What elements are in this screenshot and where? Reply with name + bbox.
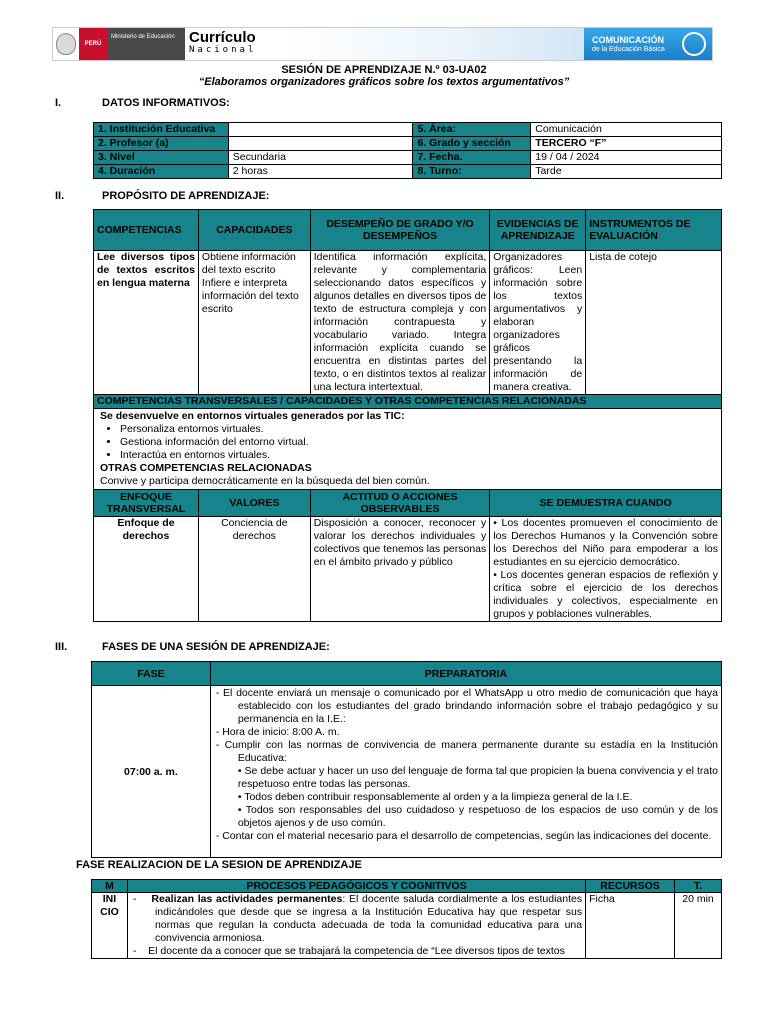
- header-demuestra: SE DEMUESTRA CUANDO: [490, 490, 722, 517]
- demuestra-item-1: • Los docentes promueven el conocimiento de los Derechos Humanos y la Convención sobre los Derechos del Niño para empoderar a los estudiantes en su ejercicio democrático.: [493, 517, 718, 568]
- header-fase: FASE: [92, 662, 211, 686]
- tic-item: • Personaliza entornos virtuales.: [120, 423, 715, 436]
- session-subtitle: “Elaboramos organizadores gráficos sobre los textos argumentativos”: [198, 76, 570, 88]
- tic-item: • Gestiona información del entorno virtual.: [120, 436, 715, 449]
- fase-item: • Todos deben contribuir responsablemente al orden y a la limpieza general de la I.E.: [237, 791, 633, 803]
- datos-value: 19 / 04 / 2024: [531, 151, 722, 165]
- realizacion-table: [91, 879, 722, 959]
- otras-title: OTRAS COMPETENCIAS RELACIONADAS: [100, 462, 312, 474]
- section-2-label: PROPÓSITO DE APRENDIZAJE:: [102, 190, 270, 202]
- proposito-table: [93, 209, 722, 622]
- transversal-header: COMPETENCIAS TRANSVERSALES / CAPACIDADES Y OTRAS COMPETENCIAS RELACIONADAS: [94, 395, 722, 409]
- procesos-cell: [127, 893, 585, 959]
- curriculo-line-1: Currículo: [189, 29, 256, 46]
- curriculo-line-2: Nacional: [189, 45, 257, 55]
- competencia-cell: Lee diversos tipos de textos escritos en lengua materna: [94, 251, 199, 395]
- header-recursos: RECURSOS: [586, 880, 675, 893]
- fase-time: 07:00 a. m.: [92, 686, 211, 858]
- datos-row: [94, 137, 722, 151]
- datos-label: 8. Turno:: [413, 165, 531, 179]
- datos-value: [228, 137, 413, 151]
- curriculo-logo: [185, 28, 285, 60]
- comunicacion-title: COMUNICACIÓN: [592, 34, 664, 45]
- datos-value: Secundaria: [228, 151, 413, 165]
- datos-label: 6. Grado y sección: [413, 137, 531, 151]
- instrumentos-cell: Lista de cotejo: [586, 251, 722, 395]
- datos-label: 4. Duración: [94, 165, 229, 179]
- actitud-cell: Disposición a conocer, reconocer y valorar los derechos individuales y colectivos que tenemos las personas en el ámbito privado y público: [310, 517, 490, 622]
- header-actitud: ACTITUD O ACCIONES OBSERVABLES: [310, 490, 490, 517]
- fases-table: [91, 661, 722, 858]
- datos-label: 2. Profesor (a): [94, 137, 229, 151]
- section-3-label: FASES DE UNA SESIÓN DE APRENDIZAJE:: [102, 641, 330, 653]
- evidencias-cell: Organizadores gráficos: Leen información sobre los textos argumentativos y elaboran organizadores gráficos presentando la información de manera creativa.: [490, 251, 586, 395]
- fase-item: - Contar con el material necesario para el desarrollo de competencias, según las indicaciones del docente.: [215, 830, 712, 842]
- datos-label: 5. Área:: [413, 123, 531, 137]
- datos-label: 3. Nivel: [94, 151, 229, 165]
- realizacion-title: FASE REALIZACION DE LA SESION DE APRENDIZAJE: [76, 859, 362, 871]
- fase-item: - El docente enviará un mensaje o comunicado por el WhatsApp u otro medio de comunicación que haya establecido con los estudiantes del grado brindando información sobre el trabajo pedagógico y su permanencia en la I.E.:: [215, 687, 718, 725]
- header-m: M: [92, 880, 128, 893]
- transversal-cell: [94, 409, 722, 490]
- header-capacidades: CAPACIDADES: [198, 210, 310, 251]
- datos-value: TERCERO “F”: [531, 137, 722, 151]
- header-preparatoria: PREPARATORIA: [210, 662, 721, 686]
- tiempo-cell: 20 min: [675, 893, 722, 959]
- proceso-bold: Realizan las actividades permanentes: [151, 893, 343, 905]
- datos-value: Comunicación: [531, 123, 722, 137]
- banner-decoration: [285, 28, 584, 60]
- datos-row: [94, 123, 722, 137]
- globe-icon: [682, 32, 706, 56]
- section-2-number: II.: [55, 190, 65, 202]
- coat-of-arms-icon: [53, 28, 79, 60]
- section-1-number: I.: [55, 97, 62, 109]
- datos-value: 2 horas: [228, 165, 413, 179]
- section-1-label: DATOS INFORMATIVOS:: [102, 97, 230, 109]
- tic-list: [100, 423, 715, 462]
- datos-label: 7. Fecha.: [413, 151, 531, 165]
- datos-value: Tarde: [531, 165, 722, 179]
- header-evidencias: EVIDENCIAS DE APRENDIZAJE: [490, 210, 586, 251]
- desempeno-cell: Identifica información explícita, relevante y complementaria seleccionando datos específicos y algunos detalles en diversos tipos de texto de estructura compleja y con información contrapuesta y vocabulario variado. Integra información explícita cuando se encuentra en distintas partes del texto, o en distintos textos al realizar una lectura intertextual.: [310, 251, 490, 395]
- valores-cell: Conciencia de derechos: [198, 517, 310, 622]
- proceso-text: El docente da a conocer que se trabajará la competencia de “Lee diversos tipos de textos: [148, 945, 565, 957]
- proceso-item: - Realizan las actividades permanentes: El docente saluda cordialmente a los estudiantes indicándoles que desde que se ingresa a la Institución Educativa hay que respetar sus normas que regulan la conducta adecuada de toda la comunidad educativa para una convivencia armoniosa.: [132, 893, 583, 944]
- fase-item: • Todos son responsables del uso cuidadoso y respetuoso de los espacios de uso común y de los objetos ajenos y de uso común.: [237, 804, 718, 829]
- datos-value: [228, 123, 413, 137]
- proceso-text: : El docente saluda cordialmente a los estudiantes indicándoles que desde que se ingresa a la Institución Educativa hay que respetar sus normas que regulan la conducta adecuada de toda la comunidad educativa para una convivencia armoniosa.: [154, 893, 583, 944]
- fase-item: - Hora de inicio: 8:00 A. m.: [215, 726, 340, 738]
- ministry-label: Ministerio de Educación: [107, 28, 185, 60]
- peru-label: PERÚ: [79, 28, 107, 60]
- section-3-number: III.: [55, 641, 68, 653]
- momento-inicio: INI CIO: [92, 893, 128, 959]
- demuestra-item-2: • Los docentes generan espacios de reflexión y crítica sobre el ejercicio de los derechos individuales y colectivos, especialmente en grupos y poblaciones vulnerables.: [493, 569, 718, 620]
- header-procesos: PROCESOS PEDAGÓGICOS Y COGNITIVOS: [127, 880, 585, 893]
- session-title: SESIÓN DE APRENDIZAJE N.º 03-UA02: [281, 64, 487, 76]
- tic-title: Se desenvuelve en entornos virtuales generados por las TIC:: [100, 410, 405, 422]
- datos-table: [93, 122, 722, 179]
- header-competencias: COMPETENCIAS: [94, 210, 199, 251]
- fase-item: • Se debe actuar y hacer un uso del lenguaje de forma tal que propicien la buena convivencia y el trato respetuoso entre todas las personas.: [237, 765, 718, 790]
- comunicacion-logo: [584, 28, 712, 60]
- header-valores: VALORES: [198, 490, 310, 517]
- header-desempenos: DESEMPEÑO DE GRADO Y/O DESEMPEÑOS: [310, 210, 490, 251]
- header-banner: [52, 27, 713, 61]
- tic-item: • Interactúa en entornos virtuales.: [120, 449, 715, 462]
- fase-item: - Cumplir con las normas de convivencia de manera permanente durante su estadía en la Institución Educativa:: [215, 739, 718, 764]
- header-enfoque: ENFOQUE TRANSVERSAL: [94, 490, 199, 517]
- datos-row: [94, 151, 722, 165]
- recurso-cell: Ficha: [586, 893, 675, 959]
- otras-text: Convive y participa democráticamente en la búsqueda del bien común.: [100, 475, 430, 487]
- enfoque-cell: Enfoque de derechos: [94, 517, 199, 622]
- capacidades-cell: Obtiene información del texto escrito Infiere e interpreta información del texto escrito: [198, 251, 310, 395]
- fase-content: [210, 686, 721, 858]
- datos-row: [94, 165, 722, 179]
- demuestra-cell: [490, 517, 722, 622]
- header-instrumentos: INSTRUMENTOS DE EVALUACIÓN: [586, 210, 722, 251]
- comunicacion-subtitle: de la Educación Básica: [592, 45, 665, 53]
- header-t: T.: [675, 880, 722, 893]
- proceso-item: - El docente da a conocer que se trabajará la competencia de “Lee diversos tipos de textos: [132, 945, 565, 957]
- datos-label: 1. Institución Educativa: [94, 123, 229, 137]
